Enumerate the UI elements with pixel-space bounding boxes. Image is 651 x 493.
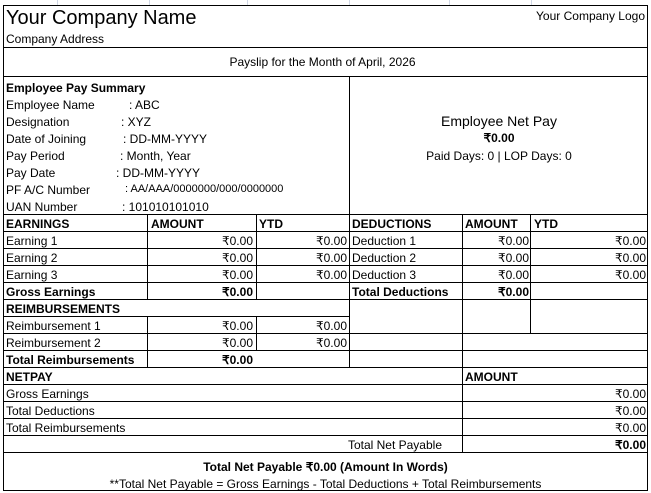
earning-amount[interactable]: ₹0.00 — [222, 234, 253, 248]
reimbursement-amount[interactable]: ₹0.00 — [222, 319, 253, 333]
divider — [3, 265, 648, 266]
net-payable-formula[interactable]: **Total Net Payable = Gross Earnings - Total Deductions + Total Reimbursements — [109, 477, 542, 491]
total-net-payable-label[interactable]: Total Net Payable — [347, 438, 442, 452]
divider — [3, 316, 350, 317]
company-address[interactable]: Company Address — [6, 32, 105, 46]
netpay-amount-header[interactable]: AMOUNT — [465, 370, 518, 384]
total-net-payable-amount[interactable]: ₹0.00 — [615, 438, 646, 452]
summary-value[interactable]: : ABC — [129, 98, 160, 112]
deduction-amount[interactable]: ₹0.00 — [498, 251, 529, 265]
divider — [3, 76, 648, 77]
netpay-amount[interactable]: ₹0.00 — [615, 421, 646, 435]
earning-label[interactable]: Earning 1 — [6, 234, 58, 248]
total-reimbursements-amount[interactable]: ₹0.00 — [222, 353, 253, 367]
divider — [147, 316, 148, 367]
divider — [349, 214, 350, 367]
earning-label[interactable]: Earning 3 — [6, 268, 58, 282]
earning-label[interactable]: Earning 2 — [6, 251, 58, 265]
earning-ytd[interactable]: ₹0.00 — [316, 268, 347, 282]
earning-ytd[interactable]: ₹0.00 — [316, 234, 347, 248]
earning-amount[interactable]: ₹0.00 — [222, 251, 253, 265]
divider — [3, 384, 648, 385]
netpay-label[interactable]: Gross Earnings — [6, 387, 89, 401]
divider — [530, 214, 531, 333]
deductions-ytd-header[interactable]: YTD — [534, 217, 558, 231]
deduction-ytd[interactable]: ₹0.00 — [615, 268, 646, 282]
deduction-ytd[interactable]: ₹0.00 — [615, 251, 646, 265]
divider — [462, 214, 463, 367]
divider — [3, 401, 648, 402]
divider — [3, 47, 648, 48]
summary-label[interactable]: UAN Number — [6, 200, 78, 214]
total-reimbursements-label[interactable]: Total Reimbursements — [6, 353, 135, 367]
total-deductions-amount[interactable]: ₹0.00 — [498, 285, 529, 299]
amount-in-words[interactable]: Total Net Payable ₹0.00 (Amount In Words) — [203, 460, 448, 474]
gross-earnings-amount[interactable]: ₹0.00 — [222, 285, 253, 299]
divider — [3, 231, 648, 232]
summary-value[interactable]: : 101010101010 — [122, 200, 209, 214]
divider — [3, 435, 648, 436]
netpay-label[interactable]: Total Deductions — [6, 404, 95, 418]
deduction-label[interactable]: Deduction 3 — [352, 268, 417, 282]
summary-value[interactable]: : Month, Year — [120, 149, 191, 163]
summary-value[interactable]: : DD-MM-YYYY — [123, 132, 207, 146]
deduction-ytd[interactable]: ₹0.00 — [615, 234, 646, 248]
divider — [462, 367, 463, 452]
netpay-label[interactable]: Total Reimbursements — [6, 421, 126, 435]
divider — [3, 282, 648, 283]
divider — [3, 214, 648, 215]
divider — [256, 214, 257, 299]
summary-title[interactable]: Employee Pay Summary — [6, 81, 146, 95]
reimbursement-ytd[interactable]: ₹0.00 — [316, 336, 347, 350]
summary-label[interactable]: Pay Date — [6, 166, 56, 180]
summary-label[interactable]: PF A/C Number — [6, 183, 91, 197]
summary-label[interactable]: Designation — [6, 115, 70, 129]
netpay-amount[interactable]: ₹0.00 — [615, 387, 646, 401]
company-name[interactable]: Your Company Name — [6, 7, 197, 29]
net-pay-title[interactable]: Employee Net Pay — [441, 113, 557, 129]
reimbursements-header[interactable]: REIMBURSEMENTS — [6, 302, 121, 316]
earnings-amount-header[interactable]: AMOUNT — [151, 217, 204, 231]
summary-value[interactable]: : AA/AAA/0000000/000/0000000 — [125, 183, 284, 195]
reimbursement-ytd[interactable]: ₹0.00 — [316, 319, 347, 333]
deduction-amount[interactable]: ₹0.00 — [498, 234, 529, 248]
company-logo-text[interactable]: Your Company Logo — [536, 9, 645, 23]
earning-ytd[interactable]: ₹0.00 — [316, 251, 347, 265]
deduction-label[interactable]: Deduction 1 — [352, 234, 417, 248]
deduction-label[interactable]: Deduction 2 — [352, 251, 417, 265]
summary-label[interactable]: Employee Name — [6, 98, 95, 112]
summary-value[interactable]: : XYZ — [121, 115, 152, 129]
net-pay-amount[interactable]: ₹0.00 — [483, 131, 515, 145]
payslip-title[interactable]: Payslip for the Month of April, 2026 — [229, 55, 416, 69]
gross-earnings-label[interactable]: Gross Earnings — [6, 285, 96, 299]
reimbursement-amount[interactable]: ₹0.00 — [222, 336, 253, 350]
paid-days-text[interactable]: Paid Days: 0 | LOP Days: 0 — [426, 149, 572, 163]
netpay-amount[interactable]: ₹0.00 — [615, 404, 646, 418]
divider — [3, 452, 648, 453]
divider — [3, 350, 648, 351]
earnings-ytd-header[interactable]: YTD — [259, 217, 283, 231]
deductions-header[interactable]: DEDUCTIONS — [352, 217, 432, 231]
reimbursement-label[interactable]: Reimbursement 2 — [6, 336, 101, 350]
divider — [147, 214, 148, 299]
earning-amount[interactable]: ₹0.00 — [222, 268, 253, 282]
summary-label[interactable]: Pay Period — [6, 149, 65, 163]
earnings-header[interactable]: EARNINGS — [6, 217, 70, 231]
divider — [3, 333, 648, 334]
divider — [3, 367, 648, 368]
reimbursement-label[interactable]: Reimbursement 1 — [6, 319, 101, 333]
summary-value[interactable]: : DD-MM-YYYY — [116, 166, 200, 180]
divider — [3, 418, 648, 419]
netpay-header[interactable]: NETPAY — [6, 370, 53, 384]
deduction-amount[interactable]: ₹0.00 — [498, 268, 529, 282]
divider — [349, 76, 350, 214]
summary-label[interactable]: Date of Joining — [6, 132, 87, 146]
deductions-amount-header[interactable]: AMOUNT — [465, 217, 518, 231]
divider — [3, 299, 648, 300]
divider — [256, 316, 257, 350]
divider — [3, 248, 648, 249]
total-deductions-label[interactable]: Total Deductions — [352, 285, 449, 299]
